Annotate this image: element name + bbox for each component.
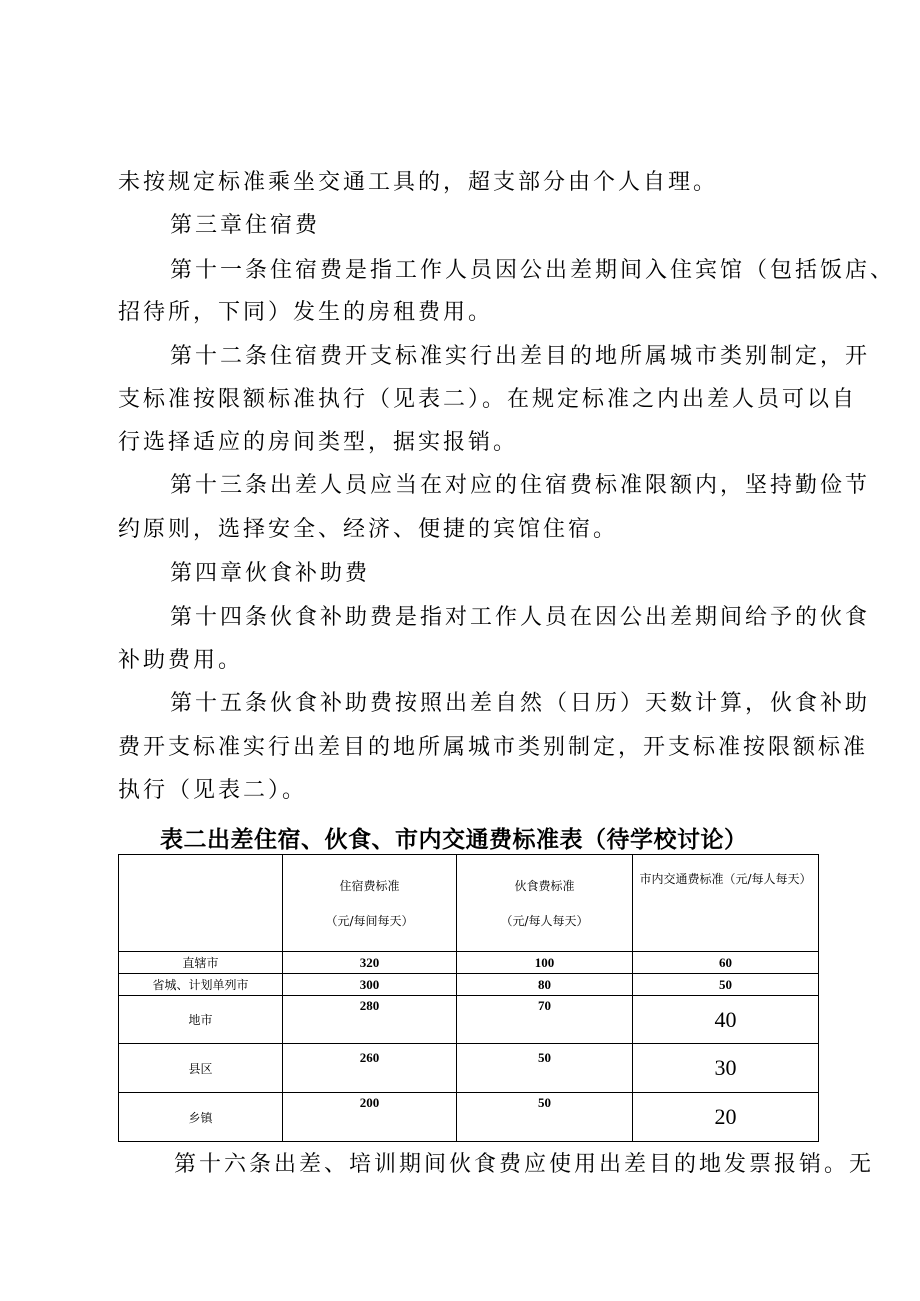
- paragraph-line: 未按规定标准乘坐交通工具的，超支部分由个人自理。: [118, 170, 719, 195]
- row-lodging-value: 200: [283, 1093, 457, 1142]
- table-row: [119, 996, 819, 1044]
- row-meal-value: 70: [457, 996, 633, 1044]
- table-row: [119, 974, 819, 996]
- paragraph-line: 第十三条出差人员应当在对应的住宿费标准限额内，坚持勤俭节: [170, 473, 871, 498]
- paragraph-line: 招待所，下同）发生的房租费用。: [118, 300, 494, 325]
- table-title: 表二出差住宿、伙食、市内交通费标准表（待学校讨论）: [160, 827, 748, 853]
- row-city-name: 乡镇: [119, 1093, 283, 1142]
- table-row: [119, 952, 819, 974]
- row-transport-value: 40: [633, 996, 819, 1044]
- paragraph-line: 第十六条出差、培训期间伙食费应使用出差目的地发票报销。无: [174, 1152, 875, 1177]
- row-lodging-value: 260: [283, 1044, 457, 1093]
- row-meal-value: 50: [457, 1093, 633, 1142]
- header-transport: 市内交通费标准（元/每人每天）: [633, 855, 819, 952]
- header-lodging-label: 住宿费标准: [339, 879, 400, 893]
- paragraph-line: 支标准按限额标准执行（见表二）。在规定标准之内出差人员可以自: [118, 387, 858, 412]
- row-transport-value: 30: [633, 1044, 819, 1093]
- header-meal: [457, 855, 633, 952]
- table-header-row: [119, 855, 819, 952]
- row-meal-value: 50: [457, 1044, 633, 1093]
- paragraph-line: 第十五条伙食补助费按照出差自然（日历）天数计算，伙食补助: [170, 691, 871, 716]
- paragraph-line: 补助费用。: [118, 648, 244, 673]
- row-meal-value: 100: [457, 952, 633, 974]
- row-meal-value: 80: [457, 974, 633, 996]
- header-meal-label: 伙食费标准: [514, 879, 575, 893]
- table-row: [119, 1093, 819, 1142]
- header-empty-cell: [119, 855, 283, 952]
- row-lodging-value: 280: [283, 996, 457, 1044]
- row-transport-value: 20: [633, 1093, 819, 1142]
- paragraph-line: 约原则，选择安全、经济、便捷的宾馆住宿。: [118, 517, 619, 542]
- row-city-name: 地市: [119, 996, 283, 1044]
- paragraph-line: 第十二条住宿费开支标准实行出差目的地所属城市类别制定，开: [170, 344, 871, 369]
- row-transport-value: 60: [633, 952, 819, 974]
- row-city-name: 省城、计划单列市: [119, 974, 283, 996]
- header-lodging-unit: （元/每间每天）: [325, 914, 414, 928]
- row-transport-value: 50: [633, 974, 819, 996]
- paragraph-line: 行选择适应的房间类型，据实报销。: [118, 430, 519, 455]
- table-row: [119, 1044, 819, 1093]
- paragraph-line: 费开支标准实行出差目的地所属城市类别制定，开支标准按限额标准: [118, 735, 869, 760]
- paragraph-line: 执行（见表二）。: [118, 778, 308, 803]
- chapter-heading-lodging: 第三章住宿费: [170, 213, 321, 238]
- paragraph-line: 第十四条伙食补助费是指对工作人员在因公出差期间给予的伙食: [170, 605, 871, 630]
- chapter-heading-meal: 第四章伙食补助费: [170, 561, 371, 586]
- header-lodging: [283, 855, 457, 952]
- row-lodging-value: 320: [283, 952, 457, 974]
- header-meal-unit: （元/每人每天）: [500, 914, 589, 928]
- paragraph-line: 第十一条住宿费是指工作人员因公出差期间入住宾馆（包括饭店、: [170, 258, 896, 283]
- row-city-name: 直辖市: [119, 952, 283, 974]
- row-lodging-value: 300: [283, 974, 457, 996]
- row-city-name: 县区: [119, 1044, 283, 1093]
- expense-standards-table: [118, 854, 819, 1142]
